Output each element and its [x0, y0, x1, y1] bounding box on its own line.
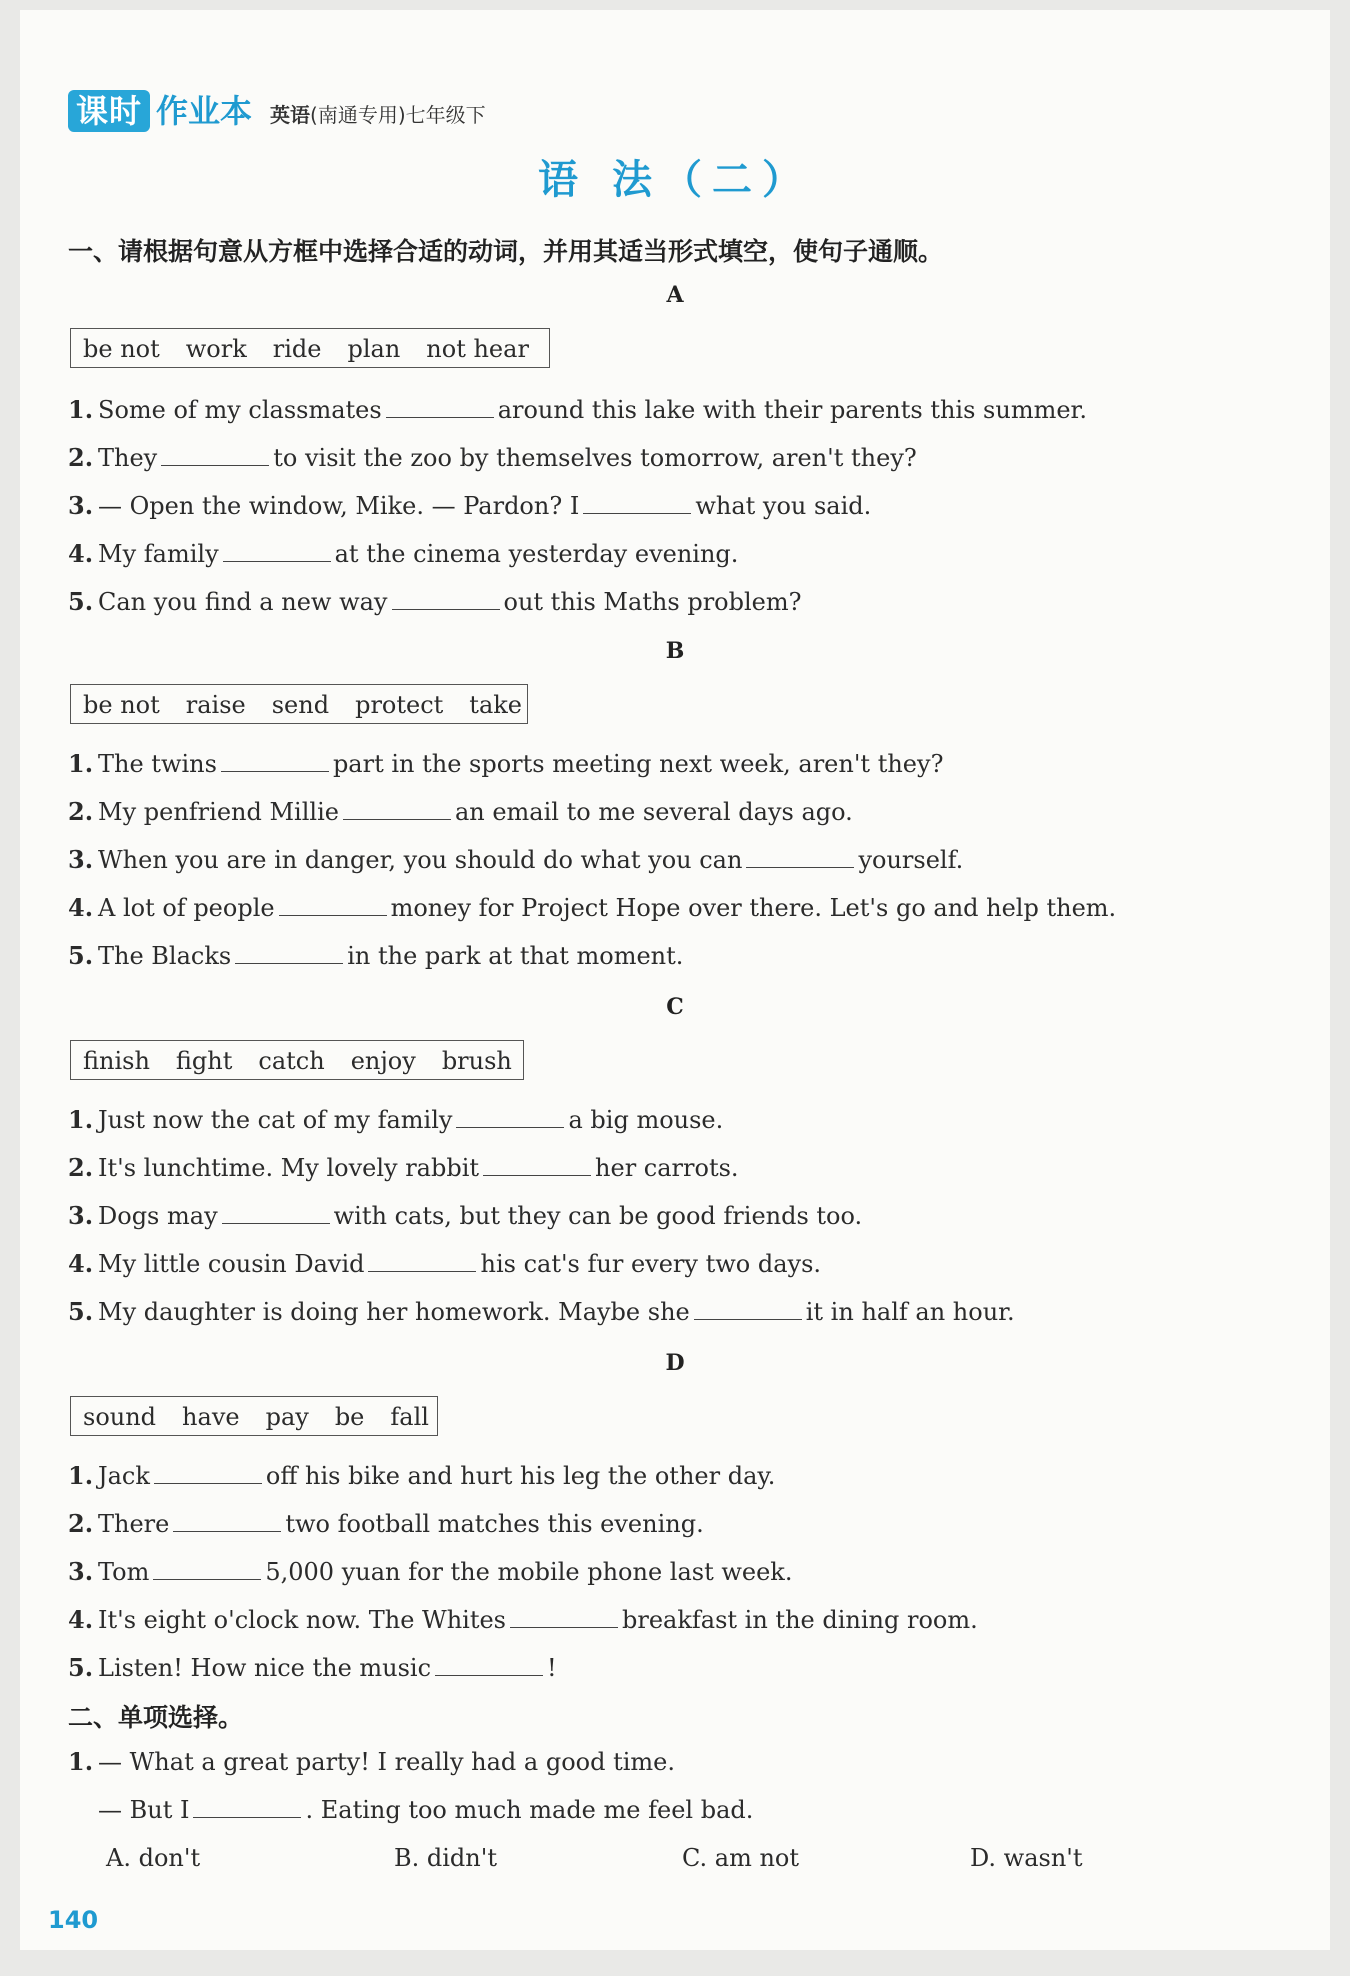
question-a-2: 2. They to visit the zoo by themselves tomorrow, aren't they? — [68, 443, 917, 472]
answer-blank[interactable] — [153, 1557, 261, 1580]
answer-blank[interactable] — [221, 749, 329, 772]
answer-blank[interactable] — [583, 491, 691, 514]
section-2-heading: 二、单项选择。 — [68, 1703, 244, 1732]
answer-blank[interactable] — [222, 1201, 330, 1224]
question-a-4: 4. My family at the cinema yesterday evening. — [68, 539, 739, 568]
answer-blank[interactable] — [392, 587, 500, 610]
answer-blank[interactable] — [193, 1795, 301, 1818]
word-a-1: be not — [83, 335, 160, 363]
word-c-1: finish — [83, 1047, 150, 1075]
word-a-4: plan — [347, 335, 401, 363]
option-a[interactable]: A. don't — [106, 1844, 201, 1872]
word-d-5: fall — [390, 1403, 429, 1431]
book-subject: 英语 — [270, 103, 311, 127]
word-b-2: raise — [185, 691, 246, 719]
question-b-2: 2. My penfriend Millie an email to me several days ago. — [68, 797, 853, 826]
answer-blank[interactable] — [368, 1249, 476, 1272]
question-b-4: 4. A lot of people money for Project Hope over there. Let's go and help them. — [68, 893, 1117, 922]
word-c-5: brush — [441, 1047, 512, 1075]
question-c-2: 2. It's lunchtime. My lovely rabbit her carrots. — [68, 1153, 739, 1182]
group-d-letter: D — [665, 1350, 685, 1376]
question-c-1: 1. Just now the cat of my family a big mouse. — [68, 1105, 724, 1134]
word-a-5: not hear — [426, 335, 529, 363]
word-b-1: be not — [83, 691, 160, 719]
word-b-3: send — [271, 691, 330, 719]
page-header — [68, 80, 486, 132]
word-b-4: protect — [355, 691, 444, 719]
question-c-3: 3. Dogs may with cats, but they can be good friends too. — [68, 1201, 863, 1230]
question-c-5: 5. My daughter is doing her homework. Maybe she it in half an hour. — [68, 1297, 1015, 1326]
word-a-3: ride — [272, 335, 322, 363]
book-detail: (南通专用)七年级下 — [310, 103, 486, 127]
answer-blank[interactable] — [235, 941, 343, 964]
option-d[interactable]: D. wasn't — [970, 1844, 1083, 1872]
answer-blank[interactable] — [161, 443, 269, 466]
group-c-letter: C — [666, 994, 684, 1020]
answer-blank[interactable] — [435, 1653, 543, 1676]
word-c-2: fight — [175, 1047, 233, 1075]
question-c-4: 4. My little cousin David his cat's fur every two days. — [68, 1249, 822, 1278]
word-d-1: sound — [83, 1403, 157, 1431]
answer-blank[interactable] — [343, 797, 451, 820]
word-box-b — [70, 684, 528, 724]
answer-blank[interactable] — [510, 1605, 618, 1628]
question-b-1: 1. The twins part in the sports meeting next week, aren't they? — [68, 749, 944, 778]
book-title — [270, 99, 486, 128]
question-d-1: 1. Jack off his bike and hurt his leg the other day. — [68, 1461, 776, 1490]
option-c[interactable]: C. am not — [682, 1844, 800, 1872]
group-b-letter: B — [665, 638, 685, 664]
section-1-heading: 一、请根据句意从方框中选择合适的动词，并用其适当形式填空，使句子通顺。 — [68, 237, 944, 266]
brand-logo: 课时 — [68, 90, 150, 132]
word-d-3: pay — [265, 1403, 309, 1431]
worksheet-page — [20, 10, 1330, 1950]
question-a-5: 5. Can you find a new way out this Maths problem? — [68, 587, 802, 616]
answer-blank[interactable] — [386, 395, 494, 418]
answer-blank[interactable] — [694, 1297, 802, 1320]
answer-blank[interactable] — [223, 539, 331, 562]
page-title: 语 法（二） — [538, 157, 812, 203]
word-d-4: be — [334, 1403, 365, 1431]
word-box-a — [70, 328, 550, 368]
brand-name: 作业本 — [156, 92, 253, 130]
mc-question-1-line-2: — But I . Eating too much made me feel bad. — [98, 1796, 754, 1824]
word-box-d — [70, 1396, 438, 1436]
mc-question-1-line-1: 1. — What a great party! I really had a good time. — [68, 1747, 676, 1776]
word-d-2: have — [182, 1403, 240, 1431]
question-b-3: 3. When you are in danger, you should do what you can yourself. — [68, 845, 964, 874]
question-d-4: 4. It's eight o'clock now. The Whites breakfast in the dining room. — [68, 1605, 978, 1634]
answer-blank[interactable] — [456, 1105, 564, 1128]
question-a-1: 1. Some of my classmates around this lake with their parents this summer. — [68, 395, 1088, 424]
word-c-3: catch — [258, 1047, 325, 1075]
question-d-5: 5. Listen! How nice the music ! — [68, 1653, 557, 1682]
question-a-3: 3. — Open the window, Mike. — Pardon? I what you said. — [68, 491, 872, 520]
option-b[interactable]: B. didn't — [394, 1844, 497, 1872]
question-b-5: 5. The Blacks in the park at that moment. — [68, 941, 684, 970]
answer-blank[interactable] — [746, 845, 854, 868]
question-d-3: 3. Tom 5,000 yuan for the mobile phone last week. — [68, 1557, 793, 1586]
answer-blank[interactable] — [483, 1153, 591, 1176]
answer-blank[interactable] — [173, 1509, 281, 1532]
word-box-c — [70, 1040, 524, 1080]
answer-blank[interactable] — [154, 1461, 262, 1484]
question-d-2: 2. There two football matches this evening. — [68, 1509, 704, 1538]
group-a-letter: A — [666, 282, 684, 308]
page-number: 140 — [48, 1906, 99, 1934]
answer-blank[interactable] — [279, 893, 387, 916]
word-b-5: take — [469, 691, 522, 719]
word-c-4: enjoy — [350, 1047, 416, 1075]
word-a-2: work — [185, 335, 247, 363]
